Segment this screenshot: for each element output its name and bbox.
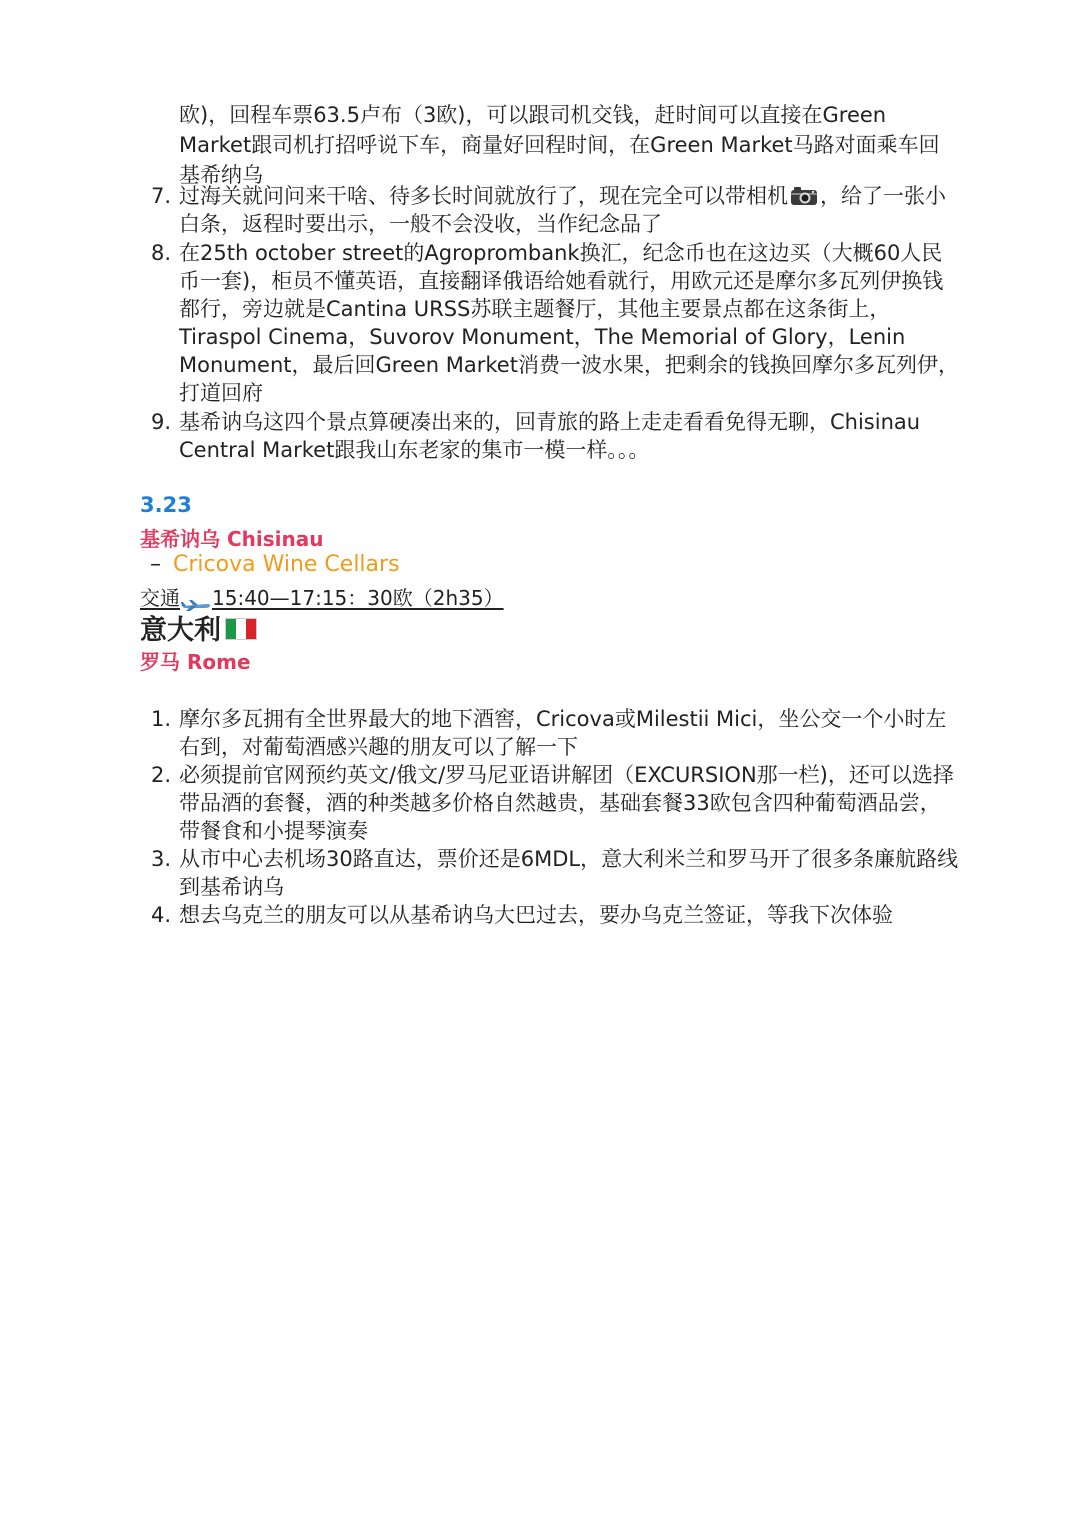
list-item bbox=[141, 901, 961, 929]
list-number: 7. bbox=[150, 184, 171, 208]
list-item-text: 基希讷乌这四个景点算硬凑出来的，回青旅的路上走走看看免得无聊，Chisinau Central Market跟我山东老家的集市一模一样。。。 bbox=[179, 410, 921, 462]
transport-line bbox=[140, 582, 504, 611]
sight-item bbox=[150, 552, 400, 577]
list-item-text: 从市中心去机场30路直达，票价还是6MDL，意大利米兰和罗马开了很多条廉航路线到基希讷乌 bbox=[179, 847, 959, 899]
transport-detail: 15:40—17:15：30欧（2h35） bbox=[212, 586, 504, 610]
list-item-text: 在25th october street的Agroprombank换汇，纪念币也在这边买（大概60人民币一套)，柜员不懂英语，直接翻译俄语给她看就行，用欧元还是摩尔多瓦列伊换钱都行，旁边就是Cantina URSS苏联主题餐厅，其他主要景点都在这条街上，Tiraspol Cinema，Suvorov Monument，The Memorial of Glory，Lenin Monument，最后回Green Market消费一波水果，把剩余的钱换回摩尔多瓦列伊，打道回府 bbox=[179, 241, 959, 405]
list-item bbox=[141, 705, 961, 761]
camera-icon bbox=[790, 185, 818, 205]
continued-list-text: 欧)，回程车票63.5卢布（3欧)，可以跟司机交钱，赶时间可以直接在Green Market跟司机打招呼说下车，商量好回程时间，在Green Market马路对面乘车回基希纳乌 bbox=[179, 103, 940, 187]
list-number: 4. bbox=[150, 903, 171, 927]
country-name: 意大利 bbox=[140, 615, 221, 646]
list-number: 2. bbox=[150, 763, 171, 787]
list-item bbox=[141, 239, 961, 407]
list-number: 1. bbox=[150, 707, 171, 731]
airplane-icon bbox=[181, 593, 211, 607]
city-heading: 罗马 Rome bbox=[140, 650, 251, 674]
sight-name: Cricova Wine Cellars bbox=[173, 552, 400, 577]
list-item bbox=[141, 761, 961, 845]
list-item bbox=[141, 408, 961, 464]
list-item-text: 摩尔多瓦拥有全世界最大的地下酒窖，Cricova或Milestii Mici，坐公交一个小时左右到，对葡萄酒感兴趣的朋友可以了解一下 bbox=[179, 707, 947, 759]
city-heading: 基希讷乌 Chisinau bbox=[140, 527, 324, 551]
sight-dash: – bbox=[150, 552, 161, 577]
list-item bbox=[141, 845, 961, 901]
date-heading: 3.23 bbox=[140, 493, 192, 517]
italy-flag-icon bbox=[225, 616, 257, 638]
country-heading bbox=[140, 608, 257, 647]
list-item-text-continued: ，给了一张小白条，返程时要出示，一般不会没收，当作纪念品了 bbox=[179, 184, 946, 236]
list-number: 8. bbox=[150, 241, 171, 265]
tips-list-tiraspol bbox=[141, 182, 961, 465]
transport-label: 交通 bbox=[140, 586, 180, 610]
list-item-text: 必须提前官网预约英文/俄文/罗马尼亚语讲解团（EXCURSION那一栏)，还可以选择带品酒的套餐，酒的种类越多价格自然越贵，基础套餐33欧包含四种葡萄酒品尝，带餐食和小提琴演奏 bbox=[179, 763, 954, 843]
list-number: 9. bbox=[150, 410, 171, 434]
tips-list-chisinau bbox=[141, 705, 961, 929]
list-number: 3. bbox=[150, 847, 171, 871]
list-item bbox=[141, 182, 961, 238]
list-item-text: 想去乌克兰的朋友可以从基希讷乌大巴过去，要办乌克兰签证，等我下次体验 bbox=[179, 903, 893, 927]
list-item-text: 过海关就问问来干啥、待多长时间就放行了，现在完全可以带相机 bbox=[179, 184, 788, 208]
